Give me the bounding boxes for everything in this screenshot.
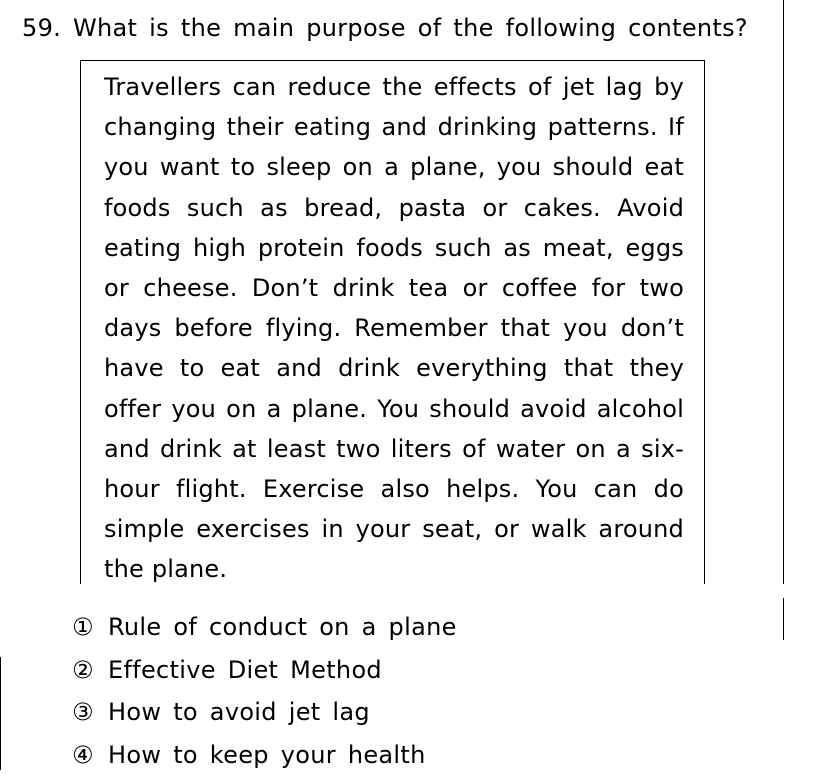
- question-prompt: 59. What is the main purpose of the following contents?: [22, 12, 748, 44]
- answer-choice-2[interactable]: [72, 653, 457, 696]
- column-divider-right-top: [783, 0, 784, 584]
- choice-marker: ②: [72, 653, 108, 687]
- column-divider-left-bottom: [0, 657, 1, 770]
- choice-label: How to keep your health: [108, 741, 426, 769]
- choice-label: Rule of conduct on a plane: [108, 613, 457, 641]
- answer-choices: [72, 610, 457, 780]
- answer-choice-1[interactable]: [72, 610, 457, 653]
- choice-label: How to avoid jet lag: [108, 698, 370, 726]
- passage-text: Travellers can reduce the effects of jet lag by changing their eating and drinking patterns. If you want to sleep on a plane, you should eat foods such as bread, pasta or cakes. Avoid eating high protein foods such as meat, eggs or cheese. Don’t drink tea or coffee for two days before flying. Remember that you don’t have to eat and drink everything that they offer you on a plane. You should avoid alcohol and drink at least two liters of water on a six-hour flight. Exercise also helps. You can do simple exercises in your seat, or walk around the plane.: [104, 67, 684, 590]
- choice-marker: ①: [72, 610, 108, 644]
- choice-label: Effective Diet Method: [108, 656, 382, 684]
- answer-choice-3[interactable]: [72, 695, 457, 738]
- passage-box: [80, 60, 705, 584]
- choice-marker: ④: [72, 738, 108, 772]
- choice-marker: ③: [72, 695, 108, 729]
- answer-choice-4[interactable]: [72, 738, 457, 780]
- column-divider-right-middle: [783, 598, 784, 640]
